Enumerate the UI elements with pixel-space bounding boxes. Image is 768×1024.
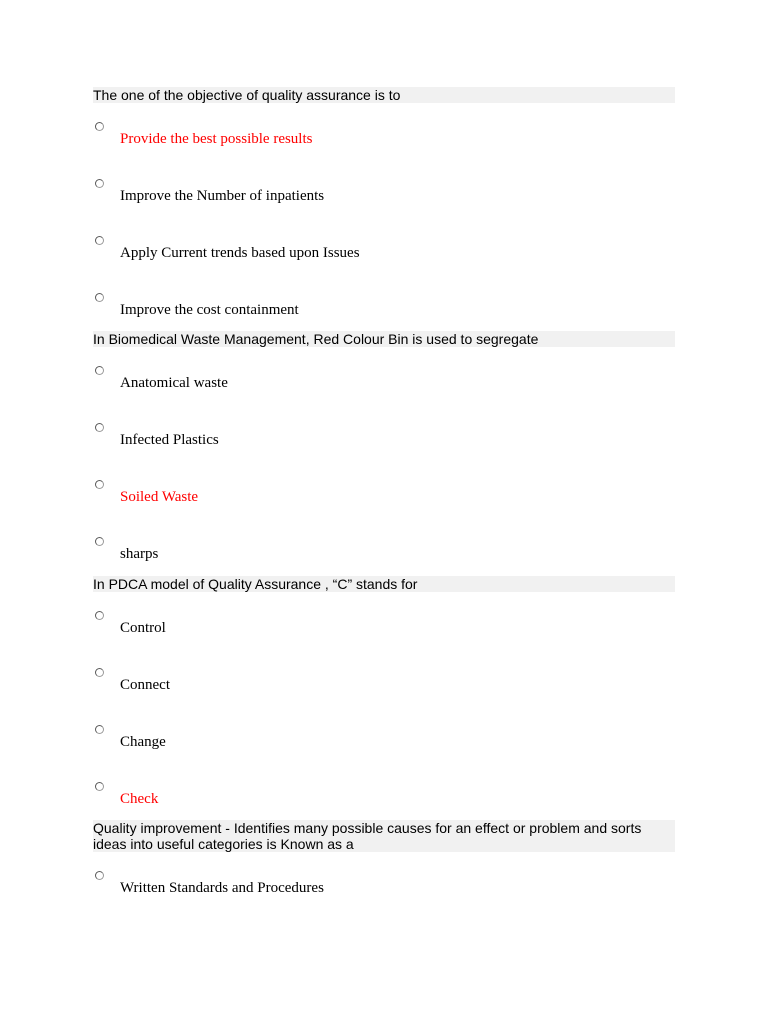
radio-button[interactable] [95, 236, 104, 245]
q2-option-2[interactable] [93, 423, 675, 463]
q1-option-4[interactable] [93, 293, 675, 333]
q1-option-2[interactable] [93, 179, 675, 219]
q3-option-4[interactable] [93, 782, 675, 822]
option-label: sharps [120, 546, 159, 562]
option-label: Provide the best possible results [120, 131, 313, 147]
option-label: Control [120, 620, 166, 636]
q3-option-2[interactable] [93, 668, 675, 708]
option-label: Anatomical waste [120, 375, 228, 391]
radio-button[interactable] [95, 480, 104, 489]
radio-button[interactable] [95, 782, 104, 791]
option-label: Soiled Waste [120, 489, 199, 505]
radio-button[interactable] [95, 537, 104, 546]
radio-button[interactable] [95, 423, 104, 432]
q4-option-1[interactable] [93, 871, 675, 911]
radio-button[interactable] [95, 871, 104, 880]
question-3-text: In PDCA model of Quality Assurance , “C” stands for [93, 576, 675, 592]
radio-button[interactable] [95, 725, 104, 734]
q3-option-3[interactable] [93, 725, 675, 765]
q1-option-3[interactable] [93, 236, 675, 276]
option-label: Infected Plastics [120, 432, 219, 448]
q2-option-4[interactable] [93, 537, 675, 577]
option-label: Improve the cost containment [120, 302, 299, 318]
radio-button[interactable] [95, 611, 104, 620]
radio-button[interactable] [95, 293, 104, 302]
question-4-text: Quality improvement - Identifies many possible causes for an effect or problem and sorts ideas into useful categories is Known as a [93, 820, 675, 852]
option-label: Improve the Number of inpatients [120, 188, 325, 204]
option-label: Check [120, 791, 159, 807]
radio-button[interactable] [95, 366, 104, 375]
option-label: Written Standards and Procedures [120, 880, 324, 896]
radio-button[interactable] [95, 668, 104, 677]
q1-option-1[interactable] [93, 122, 675, 162]
q2-option-1[interactable] [93, 366, 675, 406]
option-label: Apply Current trends based upon Issues [120, 245, 360, 261]
option-label: Connect [120, 677, 170, 693]
radio-button[interactable] [95, 179, 104, 188]
radio-button[interactable] [95, 122, 104, 131]
question-2-text: In Biomedical Waste Management, Red Colour Bin is used to segregate [93, 331, 675, 347]
q2-option-3[interactable] [93, 480, 675, 520]
question-1-text: The one of the objective of quality assurance is to [93, 87, 675, 103]
q3-option-1[interactable] [93, 611, 675, 651]
option-label: Change [120, 734, 166, 750]
